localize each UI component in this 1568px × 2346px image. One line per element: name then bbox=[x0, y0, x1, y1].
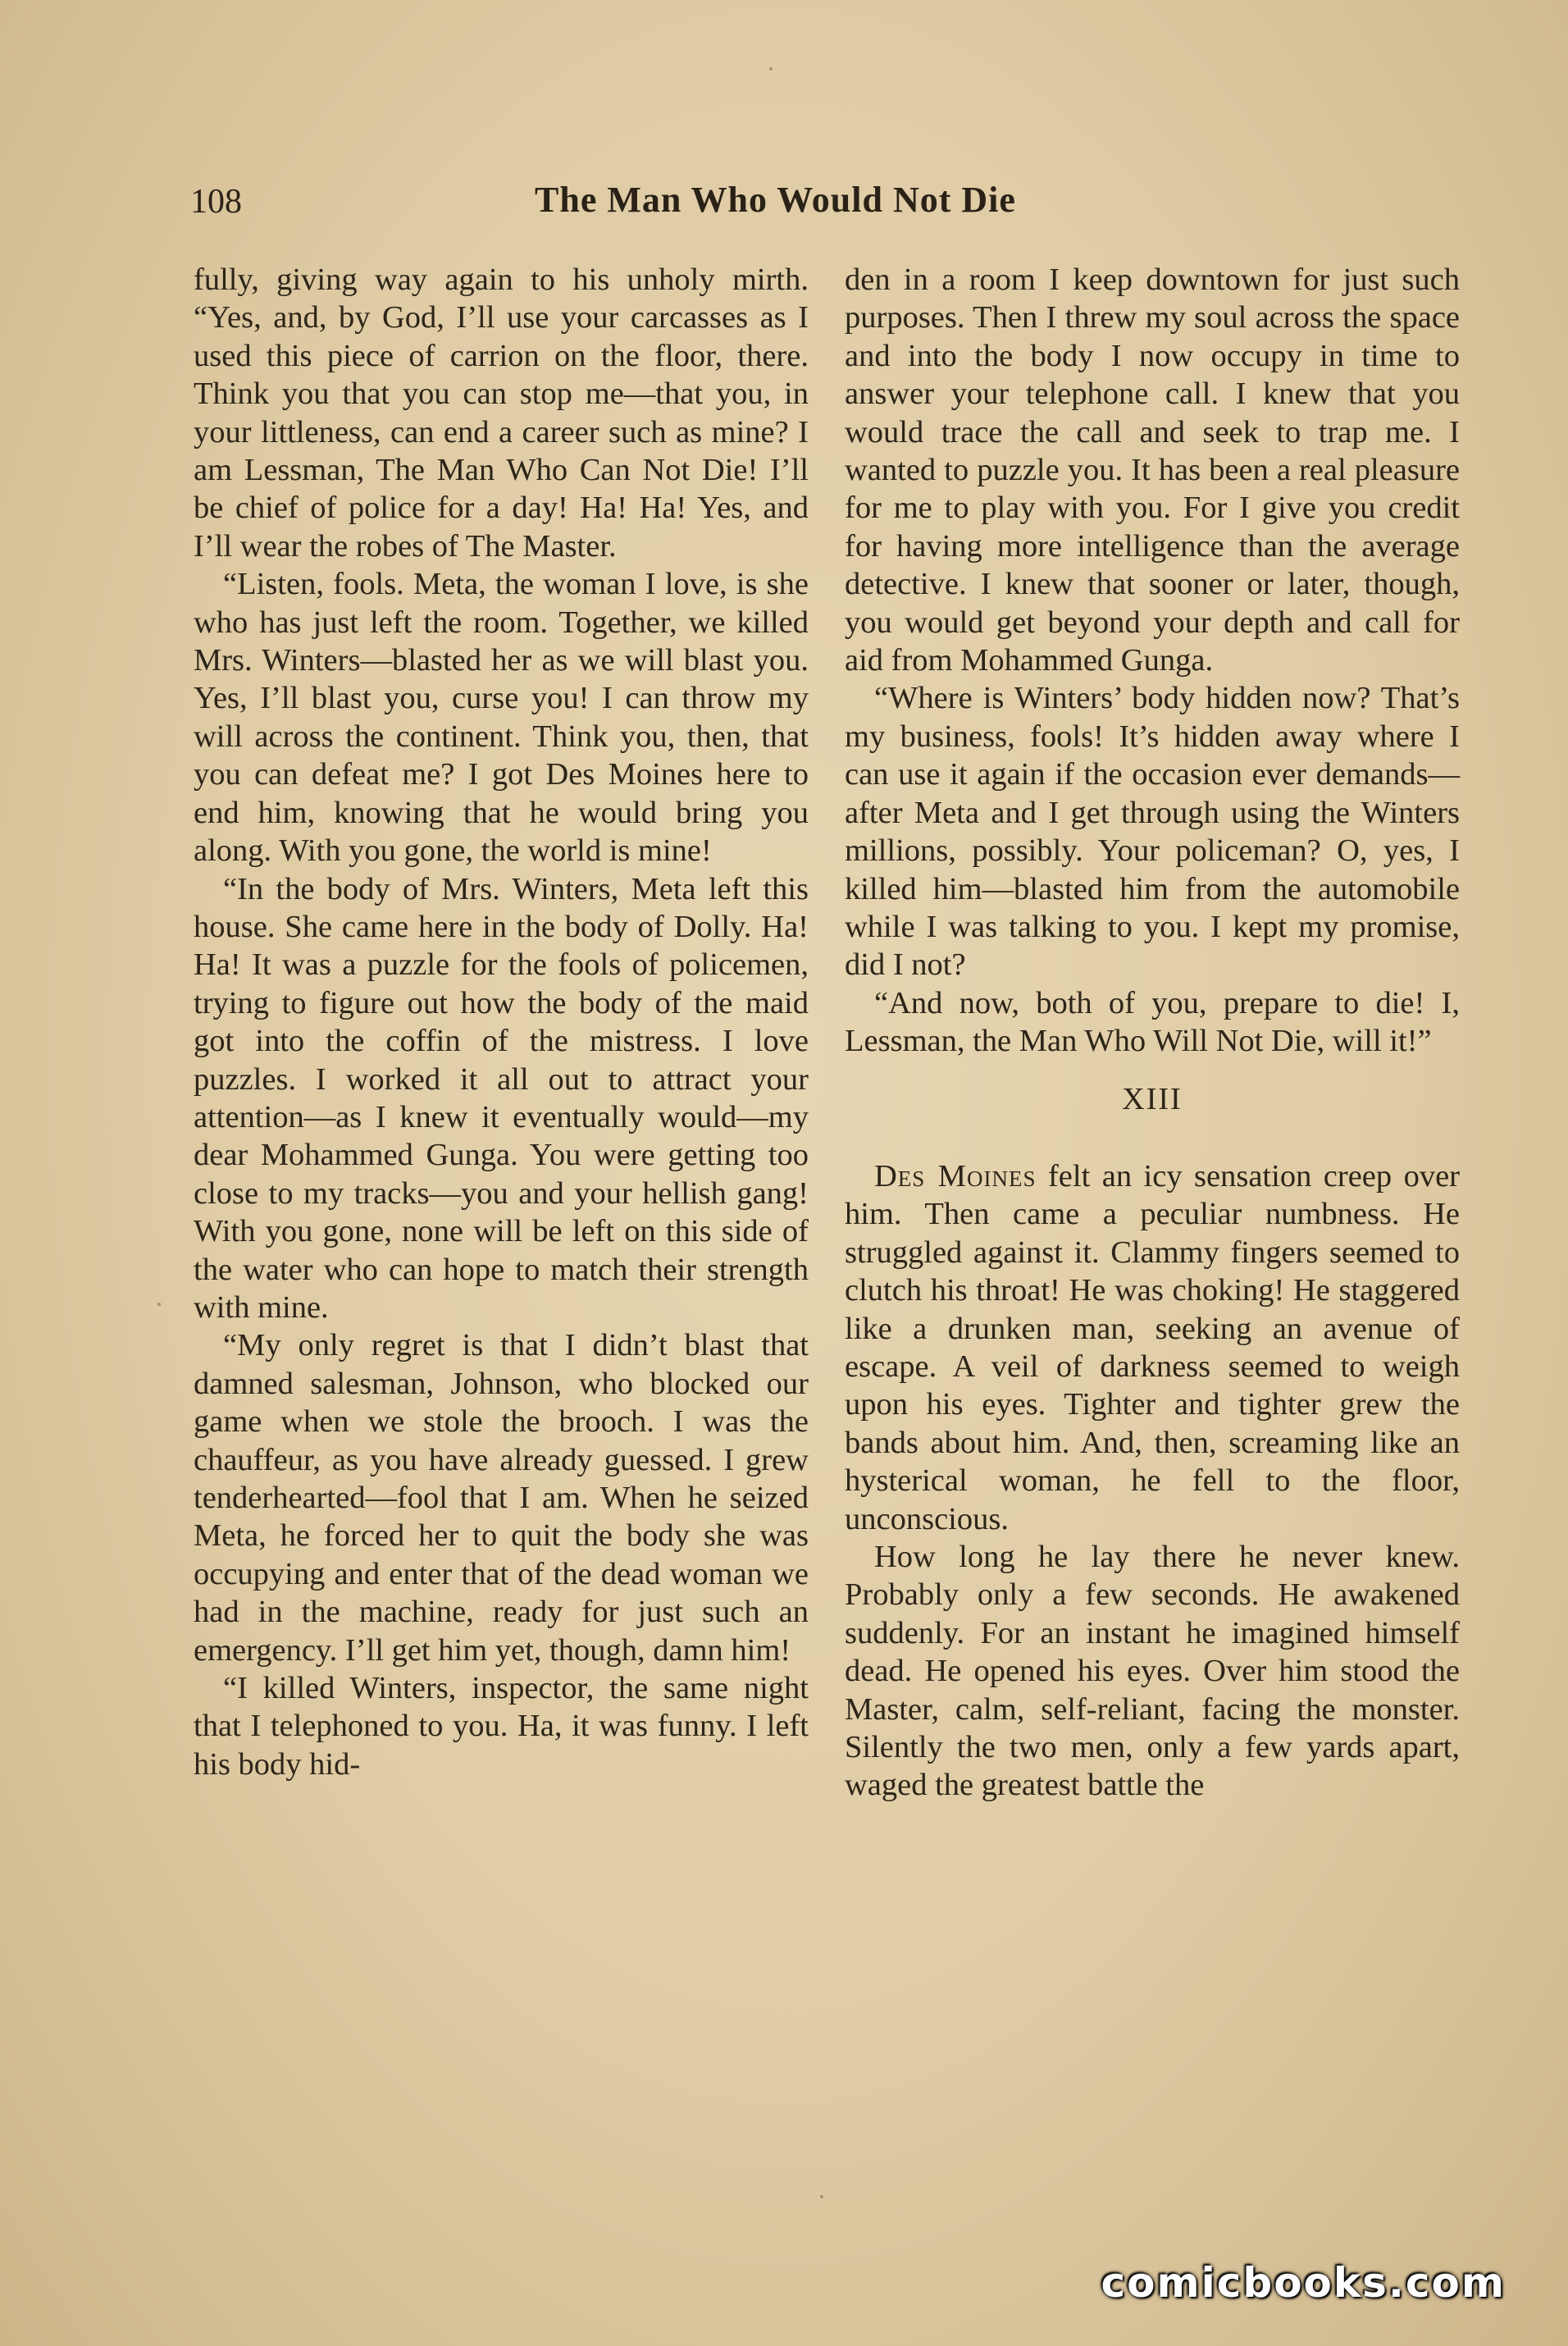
lead-in-small-caps: Des Moines bbox=[874, 1158, 1037, 1194]
paragraph bbox=[845, 1157, 1460, 1538]
left-column bbox=[194, 261, 809, 1783]
paper-speck bbox=[820, 2195, 823, 2198]
page-header bbox=[190, 174, 1466, 231]
paragraph: “And now, both of you, prepare to die! I, Lessman, the Man Who Will Not Die, will it!” bbox=[845, 985, 1460, 1059]
paragraph: “I killed Winters, inspector, the same night that I telephoned to you. Ha, it was funny. I left his body hid- bbox=[194, 1671, 809, 1782]
paragraph: “Listen, fools. Meta, the woman I love, is she who has just left the room. Together, we killed Mrs. Winters—blasted her as we will blast you. Yes, I’ll blast you, curse you! I can throw my will across the continent. Think you, then, that you can defeat me? I got Des Moines here to end him, knowing that he would bring you along. With you gone, the world is mine! bbox=[194, 567, 809, 869]
paragraph: “My only regret is that I didn’t blast that damned salesman, Johnson, who blocked our game when we stole the brooch. I was the chauffeur, as you have already guessed. I grew tenderhearted—fool that I am. When he seized Meta, he forced her to quit the body she was occupying and enter that of the dead woman we had in the machine, ready for just such an emergency. I’ll get him yet, though, damn him! bbox=[194, 1328, 809, 1668]
paper-speck bbox=[157, 1303, 161, 1306]
right-column bbox=[845, 261, 1460, 1805]
chapter-heading: XIII bbox=[1122, 1081, 1183, 1116]
paragraph: “In the body of Mrs. Winters, Meta left this house. She came here in the body of Dolly. Ha! Ha! It was a puzzle for the fools of policemen, trying to figure out how the body of the maid got into the coffin of the mistress. I love puzzles. I worked it all out to attract your attention—as I knew it eventually would—my dear Mohammed Gunga. You were getting too close to my tracks—you and your hellish gang! With you gone, none will be left on this side of the water who can hope to match their strength with mine. bbox=[194, 871, 809, 1325]
page-number: 108 bbox=[190, 183, 242, 221]
paragraph: “Where is Winters’ body hidden now? That’s my business, fools! It’s hidden away where I can use it again if the occasion ever demands—after Meta and I get through using the Winters millions, possibly. Your policeman? O, yes, I killed him—blasted him from the automobile while I was talking to you. I kept my promise, did I not? bbox=[845, 681, 1460, 983]
running-title: The Man Who Would Not Die bbox=[535, 180, 1016, 220]
paragraph-text: felt an icy sensation creep over him. Then came a peculiar numbness. He struggled against it. Clammy fingers seemed to clutch his throat! He was choking! He staggered like a drunken man, seeking an avenue of escape. A veil of darkness seemed to weigh upon his eyes. Tighter and tighter grew the bands about him. And, then, screaming like an hysterical woman, he fell to the floor, unconscious. bbox=[845, 1158, 1460, 1536]
paper-speck bbox=[769, 67, 773, 71]
paragraph: How long he lay there he never knew. Probably only a few seconds. He awakened suddenly. For an instant he imagined himself dead. He opened his eyes. Over him stood the Master, calm, self-reliant, facing the monster. Silently the two men, only a few yards apart, waged the greatest battle the bbox=[845, 1540, 1460, 1803]
site-watermark: comicbooks.com bbox=[1101, 2259, 1506, 2307]
paragraph: den in a room I keep downtown for just such purposes. Then I threw my soul across the space and into the body I now occupy in time to answer your telephone call. I knew that you would trace the call and seek to trap me. I wanted to puzzle you. It has been a real pleasure for me to play with you. For I give you credit for having more intelligence than the average detective. I knew that sooner or later, though, you would get beyond your depth and call for aid from Mohammed Gunga. bbox=[845, 262, 1460, 678]
paragraph: fully, giving way again to his unholy mirth. “Yes, and, by God, I’ll use your carcasses as I used this piece of carrion on the floor, there. Think you that you can stop me—that you, in your littleness, can end a career such as mine? I am Lessman, The Man Who Can Not Die! I’ll be chief of police for a day! Ha! Ha! Yes, and I’ll wear the robes of The Master. bbox=[194, 262, 809, 564]
